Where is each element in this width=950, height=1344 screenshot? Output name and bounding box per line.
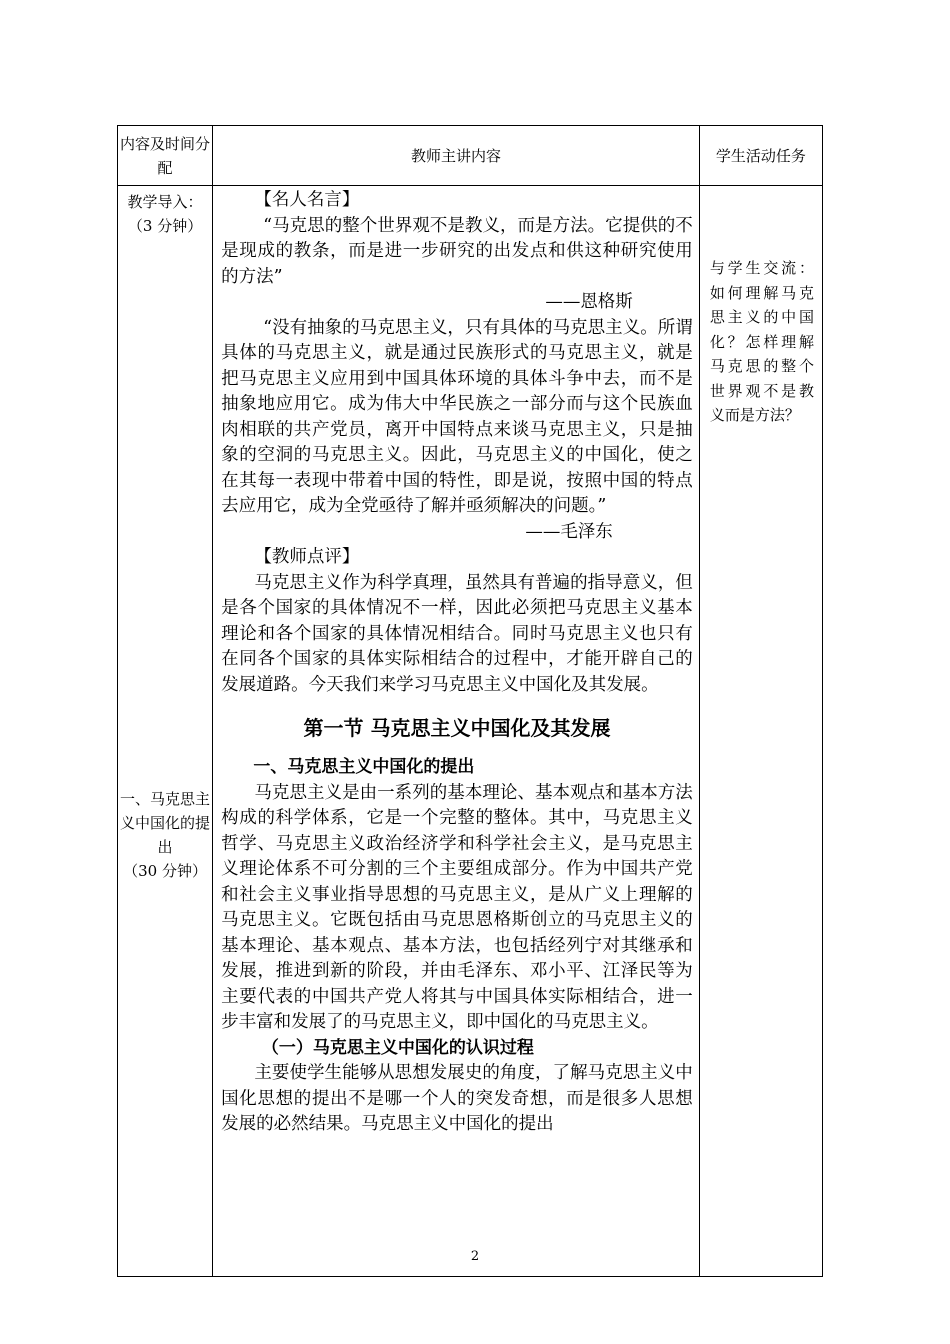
teacher-comment: 马克思主义作为科学真理，虽然具有普遍的指导意义，但是各个国家的具体情况不一样，因此必须把马克思主义基本理论和各个国家的具体情况相结合。同时马克思主义也只有在同各个国家的具体实际相结合的过程中，才能开辟自己的发展道路。今天我们来学习马克思主义中国化及其发展。 (221, 572, 693, 695)
section1-label: 一、马克思主义中国化的提出 (120, 790, 211, 856)
page-number: 2 (470, 1249, 480, 1264)
paragraph-2: 主要使学生能够从思想发展史的角度，了解马克思主义中国化思想的提出不是哪一个人的突发奇想，而是很多人思想发展的必然结果。马克思主义中国化的提出 (221, 1063, 693, 1134)
header-teacher-content: 教师主讲内容 (213, 126, 700, 186)
intro-label: 教学导入： (127, 193, 203, 211)
intro-time: （3 分钟） (127, 217, 203, 235)
teacher-content-cell (213, 186, 700, 1277)
quote-engels-author: ——恩格斯 (545, 292, 633, 312)
section-title: 第一节 马克思主义中国化及其发展 (303, 716, 611, 740)
quote-heading: 【名人名言】 (254, 190, 360, 210)
student-activity-cell (699, 186, 822, 1277)
comment-heading: 【教师点评】 (254, 547, 360, 567)
student-activity-text: 与学生交流：如何理解马克思主义的中国化？怎样理解马克思的整个世界观不是教义而是方法？ (709, 259, 814, 424)
quote-engels: “马克思的整个世界观不是教义，而是方法。它提供的不是现成的教条，而是进一步研究的出发点和供这种研究使用的方法” (221, 215, 693, 287)
subsection-heading-1: 一、马克思主义中国化的提出 (253, 757, 475, 777)
header-student-activity: 学生活动任务 (699, 126, 822, 186)
quote-mao-author: ——毛泽东 (525, 521, 613, 542)
table-body-row (118, 186, 823, 1277)
header-time-allocation: 内容及时间分配 (118, 126, 213, 186)
paragraph-1: 马克思主义是由一系列的基本理论、基本观点和基本方法构成的科学体系，它是一个完整的整体。其中，马克思主义哲学、马克思主义政治经济学和科学社会主义，是马克思主义理论体系不可分割的三个主要组成部分。作为中国共产党和社会主义事业指导思想的马克思主义，是从广义上理解的马克思主义。它既包括由马克思恩格斯创立的马克思主义的基本理论、基本观点、基本方法，也包括经列宁对其继承和发展，推进到新的阶段，并由毛泽东、邓小平、江泽民等为主要代表的中国共产党人将其与中国具体实际相结合，进一步丰富和发展了的马克思主义，即中国化的马克思主义。 (221, 782, 693, 1032)
section1-time: （30 分钟） (123, 862, 207, 880)
quote-mao: “没有抽象的马克思主义，只有具体的马克思主义。所谓具体的马克思主义，就是通过民族形式的马克思主义，就是把马克思主义应用到中国具体环境的具体斗争中去，而不是抽象地应用它。成为伟大中华民族之一部分而与这个民族血肉相联的共产党员，离开中国特点来谈马克思主义，只是抽象的空洞的马克思主义。因此，马克思主义的中国化，使之在其每一表现中带着中国的特性，即是说，按照中国的特点去应用它，成为全党亟待了解并亟须解决的问题。” (221, 317, 693, 516)
lesson-plan-table (117, 125, 823, 1277)
subsection-heading-2: （一）马克思主义中国化的认识过程 (261, 1037, 534, 1058)
table-header-row (118, 126, 823, 186)
time-allocation-cell (118, 186, 213, 1277)
